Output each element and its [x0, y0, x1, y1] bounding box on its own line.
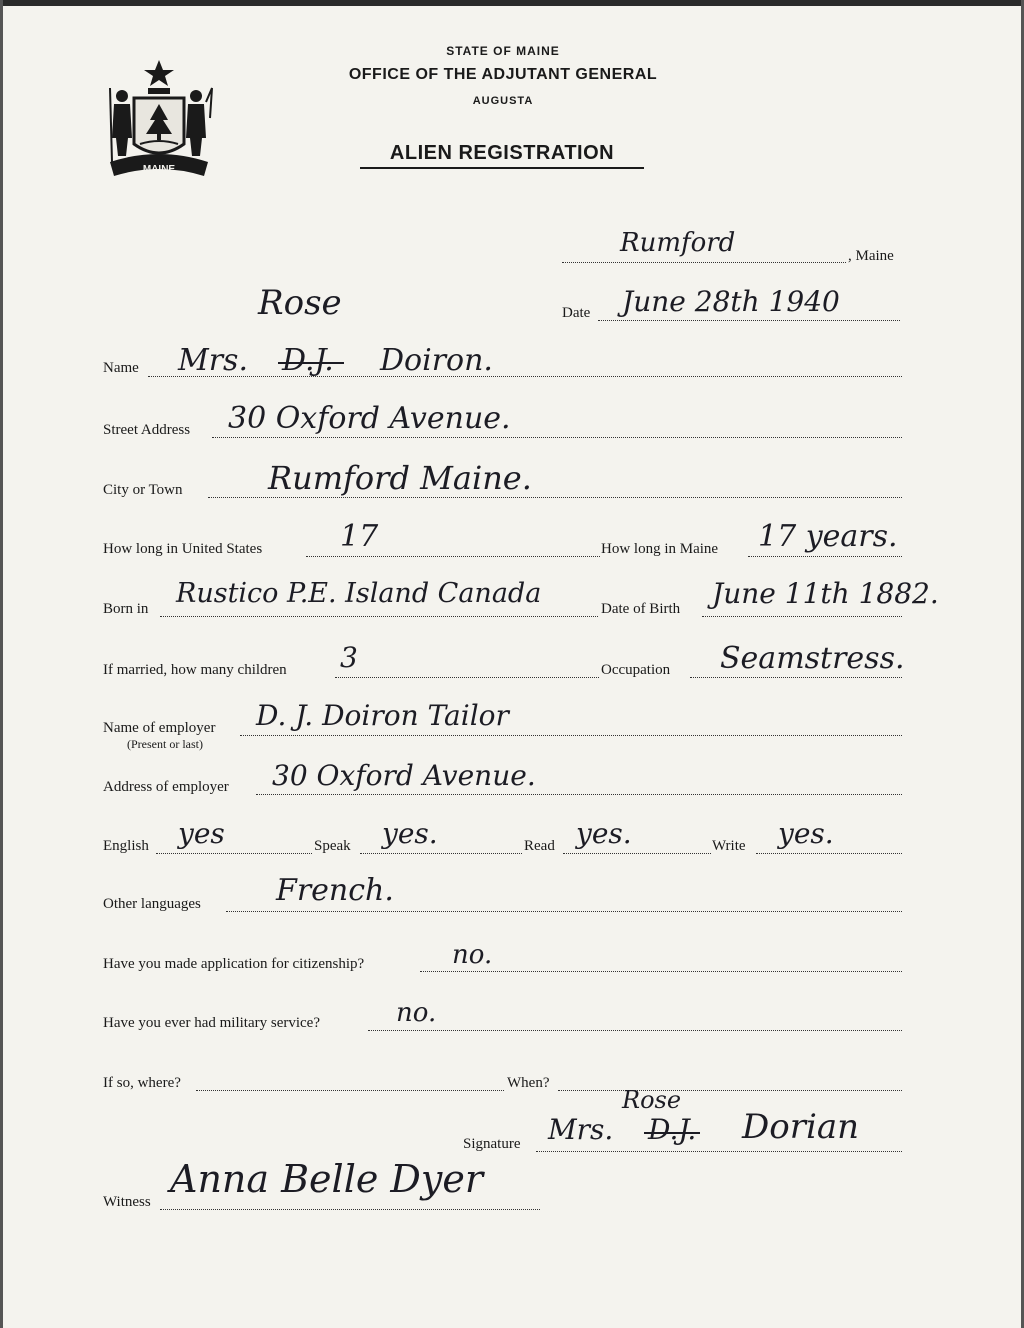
- date-of-birth-label: Date of Birth: [601, 601, 681, 617]
- children-label: If married, how many children: [103, 662, 287, 678]
- signature-label: Signature: [463, 1136, 521, 1152]
- read-label: Read: [524, 838, 555, 854]
- citizenship-label: Have you made application for citizenship?: [103, 956, 365, 972]
- date-of-birth-value: June 11th 1882.: [712, 577, 939, 610]
- occupation-label: Occupation: [601, 662, 671, 678]
- english-value: yes: [178, 817, 225, 850]
- name-label: Name: [103, 360, 139, 376]
- employer-address-line: [256, 794, 902, 795]
- name-struck: D.J.: [282, 343, 334, 378]
- employer-label: Name of employer: [103, 720, 216, 736]
- state-seal-icon: [104, 58, 214, 180]
- signature-insert: Rose: [622, 1086, 682, 1114]
- scan-border-left: [0, 0, 3, 1328]
- signature-strikethrough: [644, 1132, 700, 1134]
- military-line: [368, 1030, 902, 1031]
- english-label: English: [103, 838, 149, 854]
- street-label: Street Address: [103, 422, 191, 438]
- header-office: OFFICE OF THE ADJUTANT GENERAL: [348, 66, 658, 83]
- how-long-maine-value: 17 years.: [758, 519, 898, 554]
- children-value: 3: [340, 641, 358, 674]
- witness-value: Anna Belle Dyer: [170, 1157, 483, 1201]
- date-line: [598, 320, 900, 321]
- how-long-us-line: [306, 556, 600, 557]
- other-languages-label: Other languages: [103, 896, 201, 912]
- employer-address-value: 30 Oxford Avenue.: [272, 759, 536, 792]
- write-label: Write: [712, 838, 746, 854]
- scan-border-top: [0, 0, 1024, 6]
- signature-struck: D.J.: [648, 1113, 697, 1146]
- employer-sub-label: (Present or last): [127, 737, 203, 751]
- born-in-label: Born in: [103, 601, 149, 617]
- other-languages-value: French.: [276, 873, 394, 908]
- children-line: [335, 677, 599, 678]
- street-line: [212, 437, 902, 438]
- date-of-birth-line: [702, 616, 902, 617]
- signature-line: [536, 1151, 902, 1152]
- name-surname: Doiron.: [380, 343, 493, 378]
- employer-value: D. J. Doiron Tailor: [256, 699, 509, 732]
- military-label: Have you ever had military service?: [103, 1015, 320, 1031]
- read-value: yes.: [576, 817, 632, 850]
- signature-prefix: Mrs.: [548, 1113, 614, 1146]
- born-in-line: [160, 616, 598, 617]
- write-line: [756, 853, 902, 854]
- when-label: When?: [507, 1075, 550, 1091]
- date-value: June 28th 1940: [622, 285, 840, 318]
- occupation-value: Seamstress.: [720, 641, 905, 676]
- speak-label: Speak: [314, 838, 351, 854]
- occupation-line: [690, 677, 902, 678]
- header-state: STATE OF MAINE: [446, 44, 560, 58]
- header-city: AUGUSTA: [472, 95, 534, 107]
- write-value: yes.: [778, 817, 834, 850]
- speak-line: [360, 853, 522, 854]
- military-value: no.: [396, 998, 437, 1028]
- born-in-value: Rustico P.E. Island Canada: [176, 578, 542, 609]
- name-strikethrough: [278, 362, 344, 364]
- if-so-where-label: If so, where?: [103, 1075, 181, 1091]
- svg-text:MAINE: MAINE: [142, 164, 176, 175]
- how-long-maine-label: How long in Maine: [601, 541, 719, 557]
- citizenship-value: no.: [452, 940, 493, 970]
- citizenship-line: [420, 971, 902, 972]
- if-so-where-line: [196, 1090, 504, 1091]
- name-line: [148, 376, 902, 377]
- name-prefix: Mrs.: [178, 343, 248, 378]
- read-line: [563, 853, 711, 854]
- place-line: [562, 262, 846, 263]
- how-long-maine-line: [748, 556, 902, 557]
- employer-line: [240, 735, 902, 736]
- witness-line: [160, 1209, 540, 1210]
- form-title: ALIEN REGISTRATION: [360, 142, 644, 169]
- employer-address-label: Address of employer: [103, 779, 229, 795]
- other-languages-line: [226, 911, 902, 912]
- date-label: Date: [562, 305, 591, 321]
- city-label: City or Town: [103, 482, 183, 498]
- signature-surname: Dorian: [742, 1107, 860, 1147]
- place-value: Rumford: [620, 228, 736, 258]
- street-value: 30 Oxford Avenue.: [228, 401, 511, 436]
- how-long-us-label: How long in United States: [103, 541, 263, 557]
- city-value: Rumford Maine.: [268, 459, 532, 497]
- when-line: [558, 1090, 902, 1091]
- name-insert: Rose: [258, 283, 342, 323]
- city-line: [208, 497, 902, 498]
- speak-value: yes.: [382, 817, 438, 850]
- english-line: [156, 853, 312, 854]
- witness-label: Witness: [103, 1194, 151, 1210]
- maine-label: , Maine: [848, 248, 894, 264]
- how-long-us-value: 17: [340, 519, 379, 554]
